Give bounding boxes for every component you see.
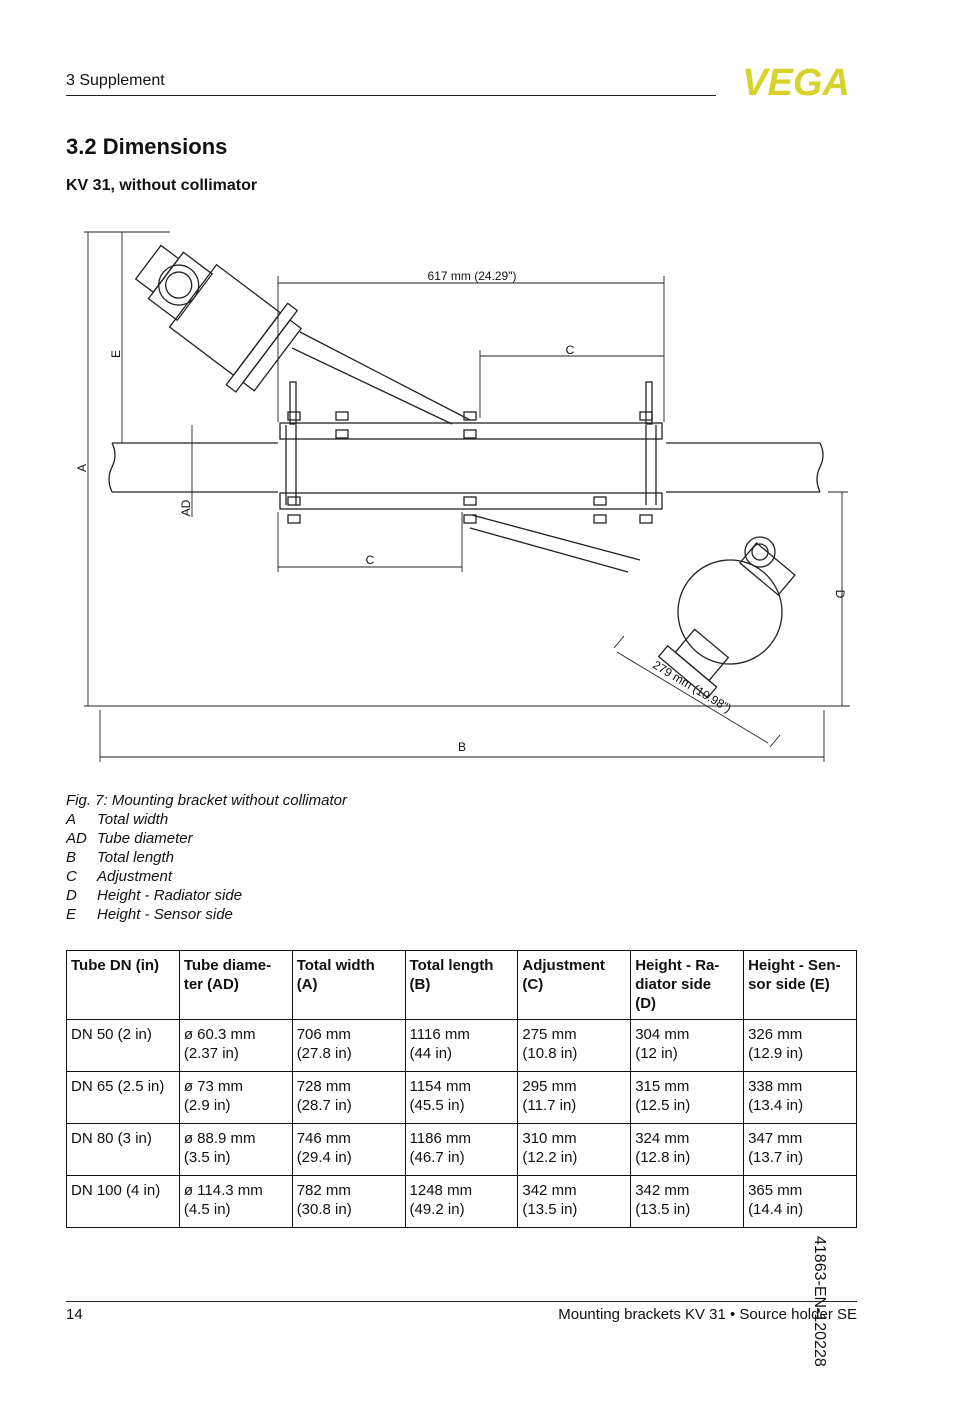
header-rule bbox=[66, 95, 716, 96]
table-cell: ø 60.3 mm (2.37 in) bbox=[179, 1020, 292, 1072]
legend-text: Adjustment bbox=[97, 868, 173, 885]
table-cell: 728 mm (28.7 in) bbox=[292, 1072, 405, 1124]
table-cell: 347 mm (13.7 in) bbox=[744, 1124, 857, 1176]
table-cell: 315 mm (12.5 in) bbox=[631, 1072, 744, 1124]
table-cell: 1154 mm (45.5 in) bbox=[405, 1072, 518, 1124]
legend-text: Total length bbox=[97, 849, 175, 866]
legend-item bbox=[66, 867, 347, 886]
bolt-heads bbox=[288, 412, 652, 523]
bracket-lower-bar bbox=[280, 493, 662, 509]
vega-logo bbox=[734, 64, 858, 98]
table-cell: 1116 mm (44 in) bbox=[405, 1020, 518, 1072]
table-cell: ø 73 mm (2.9 in) bbox=[179, 1072, 292, 1124]
footer-title: Mounting brackets KV 31 • Source holder SE bbox=[558, 1306, 857, 1323]
figure-caption bbox=[66, 791, 347, 924]
table-cell: 295 mm (11.7 in) bbox=[518, 1072, 631, 1124]
header-tube-diameter: Tube diame- ter (AD) bbox=[179, 951, 292, 1020]
dim-279-label: 279 mm (10.98") bbox=[650, 657, 734, 716]
table-cell: 338 mm (13.4 in) bbox=[744, 1072, 857, 1124]
table-cell: ø 114.3 mm (4.5 in) bbox=[179, 1176, 292, 1228]
bracket-right-bolt-upper bbox=[646, 382, 652, 424]
dim-a-label: A bbox=[75, 463, 89, 473]
pipe-break-right bbox=[817, 443, 823, 492]
dim-d-line bbox=[828, 492, 848, 706]
legend-text: Height - Sensor side bbox=[97, 906, 233, 923]
bracket-left-bolt-upper bbox=[290, 382, 296, 424]
legend-key: B bbox=[66, 849, 77, 866]
figure-subheading: KV 31, without collimator bbox=[66, 177, 258, 194]
legend-key: AD bbox=[66, 830, 87, 847]
header-total-width: Total width (A) bbox=[292, 951, 405, 1020]
dim-ad-label: AD bbox=[179, 499, 193, 517]
dim-e-label: E bbox=[109, 349, 123, 359]
table-cell: DN 80 (3 in) bbox=[67, 1124, 180, 1176]
table-cell: 342 mm (13.5 in) bbox=[631, 1176, 744, 1228]
table-cell: 275 mm (10.8 in) bbox=[518, 1020, 631, 1072]
table-row bbox=[67, 1176, 857, 1228]
dim-c-top-line bbox=[480, 350, 664, 418]
dim-617-line bbox=[278, 276, 664, 422]
legend-key: A bbox=[66, 811, 77, 828]
bracket-upper-bar bbox=[280, 423, 662, 439]
table-cell: 782 mm (30.8 in) bbox=[292, 1176, 405, 1228]
caption-title: Fig. 7: Mounting bracket without collimator bbox=[66, 792, 347, 809]
header-tube-dn: Tube DN (in) bbox=[67, 951, 180, 1020]
dim-b-label: B bbox=[457, 740, 467, 754]
header-total-length: Total length (B) bbox=[405, 951, 518, 1020]
legend-item bbox=[66, 848, 347, 867]
header-adjustment: Adjustment (C) bbox=[518, 951, 631, 1020]
table-row bbox=[67, 1072, 857, 1124]
legend-text: Total width bbox=[97, 811, 169, 828]
table-cell: ø 88.9 mm (3.5 in) bbox=[179, 1124, 292, 1176]
table-row bbox=[67, 1020, 857, 1072]
dimension-drawing bbox=[0, 215, 954, 775]
table-cell: DN 65 (2.5 in) bbox=[67, 1072, 180, 1124]
dimensions-table bbox=[66, 950, 857, 1228]
table-cell: 706 mm (27.8 in) bbox=[292, 1020, 405, 1072]
table-header-row bbox=[67, 951, 857, 1020]
legend-key: C bbox=[66, 868, 77, 885]
table-cell: 310 mm (12.2 in) bbox=[518, 1124, 631, 1176]
section-label: 3 Supplement bbox=[66, 72, 165, 89]
table-cell: 365 mm (14.4 in) bbox=[744, 1176, 857, 1228]
legend-item bbox=[66, 886, 347, 905]
document-id: 41863-EN-120228 bbox=[811, 1236, 828, 1367]
table-cell: 324 mm (12.8 in) bbox=[631, 1124, 744, 1176]
sensor-arm bbox=[292, 332, 470, 424]
table-cell: DN 100 (4 in) bbox=[67, 1176, 180, 1228]
header-height-radiator: Height - Ra- diator side (D) bbox=[631, 951, 744, 1020]
page-heading: 3.2 Dimensions bbox=[66, 134, 228, 159]
legend-item bbox=[66, 810, 347, 829]
table-cell: 326 mm (12.9 in) bbox=[744, 1020, 857, 1072]
legend-text: Tube diameter bbox=[97, 830, 193, 847]
radiator-arm bbox=[470, 515, 640, 572]
dim-a-line bbox=[84, 232, 850, 706]
legend-text: Height - Radiator side bbox=[97, 887, 243, 904]
footer-rule bbox=[66, 1301, 857, 1302]
table-cell: DN 50 (2 in) bbox=[67, 1020, 180, 1072]
legend-key: E bbox=[66, 906, 77, 923]
dim-c-bottom-label: C bbox=[365, 553, 375, 567]
pipe-break-left bbox=[109, 443, 115, 492]
dim-c-top-label: C bbox=[565, 343, 575, 357]
vega-logo-text: VEGA bbox=[742, 64, 850, 98]
dim-d-label: D bbox=[833, 589, 847, 599]
table-cell: 1248 mm (49.2 in) bbox=[405, 1176, 518, 1228]
table-cell: 304 mm (12 in) bbox=[631, 1020, 744, 1072]
table-cell: 342 mm (13.5 in) bbox=[518, 1176, 631, 1228]
dim-b-line bbox=[100, 710, 824, 762]
legend-key: D bbox=[66, 887, 77, 904]
legend-item bbox=[66, 829, 347, 848]
table-cell: 746 mm (29.4 in) bbox=[292, 1124, 405, 1176]
source-holder bbox=[639, 525, 815, 707]
legend-item bbox=[66, 905, 347, 924]
table-row bbox=[67, 1124, 857, 1176]
table-cell: 1186 mm (46.7 in) bbox=[405, 1124, 518, 1176]
header-height-sensor: Height - Sen- sor side (E) bbox=[744, 951, 857, 1020]
sensor-housing bbox=[118, 221, 309, 400]
dim-617-label: 617 mm (24.29") bbox=[427, 269, 517, 283]
page-number: 14 bbox=[66, 1306, 83, 1323]
